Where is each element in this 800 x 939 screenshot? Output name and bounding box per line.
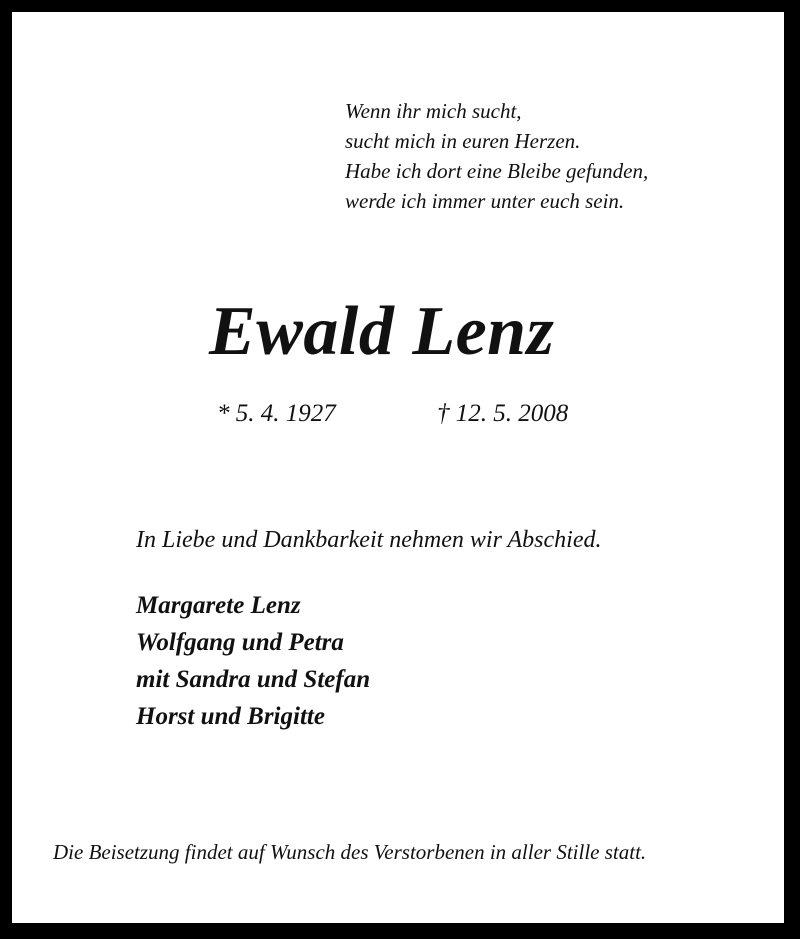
poem-line: sucht mich in euren Herzen.: [345, 129, 581, 153]
mourner-name: mit Sandra und Stefan: [136, 666, 371, 693]
poem-line: Wenn ihr mich sucht,: [345, 99, 522, 123]
poem-line: werde ich immer unter euch sein.: [345, 189, 625, 213]
mourners-list: [136, 587, 370, 735]
memorial-poem: [345, 96, 648, 216]
burial-note: Die Beisetzung findet auf Wunsch des Verstorbenen in aller Stille statt.: [53, 840, 647, 864]
death-date: † 12. 5. 2008: [437, 400, 569, 427]
farewell-text: In Liebe und Dankbarkeit nehmen wir Abschied.: [136, 527, 602, 553]
poem-line: Habe ich dort eine Bleibe gefunden,: [345, 159, 649, 183]
mourner-name: Horst und Brigitte: [136, 703, 325, 730]
deceased-name: Ewald Lenz: [209, 293, 555, 370]
birth-date: * 5. 4. 1927: [217, 400, 336, 427]
mourner-name: Wolfgang und Petra: [136, 629, 344, 656]
mourner-name: Margarete Lenz: [136, 592, 301, 619]
